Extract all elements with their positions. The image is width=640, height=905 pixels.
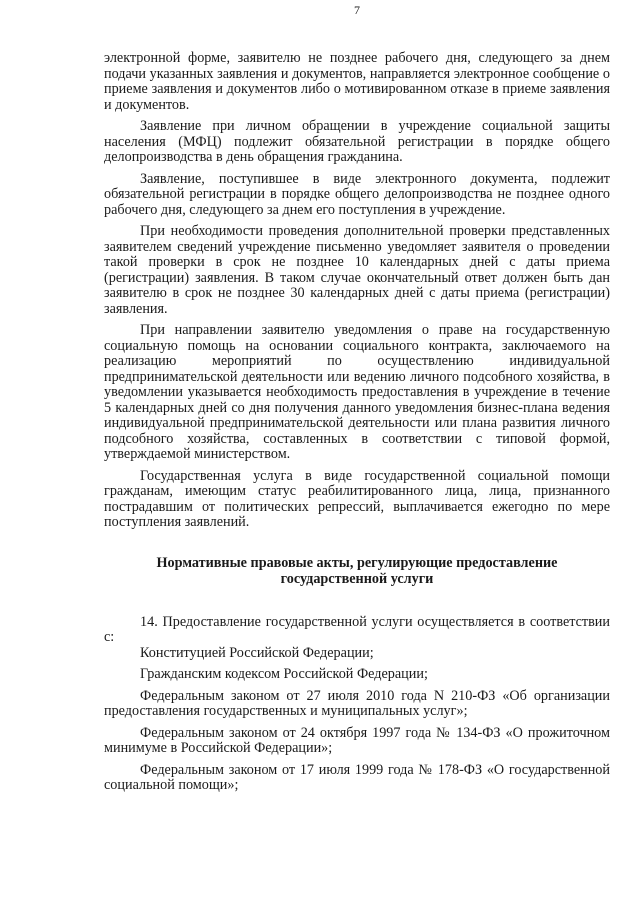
paragraph-additional-check: При необходимости проведения дополнительной проверки представленных заявителем сведений учреждение письменно уведомляет заявителя о проведении такой проверки в срок не позднее 10 календарных дней с даты приема (регистрации) заявления. В таком случае окончательный ответ должен быть дан заявителю в срок не позднее 30 календарных дней с даты приема (регистрации) заявления. xyxy=(104,223,610,317)
paragraph-social-contract: При направлении заявителю уведомления о праве на государственную социальную помощь на основании социального контракта, заключаемого на реализацию мероприятий по осуществлению индивидуальной предпринимательской деятельности или ведению личного подсобного хозяйства, в уведомлении указывается необходимость предоставления в учреждение в течение 5 календарных дней со дня получения данного уведомления бизнес-плана ведения индивидуальной предпринимательской деятельности или плана развития личного подсобного хозяйства, составленных в соответствии с типовой формой, утверждаемой министерством. xyxy=(104,322,610,462)
act-item-law-178: Федеральным законом от 17 июля 1999 года № 178-ФЗ «О государственной социальной помощи»; xyxy=(104,761,610,793)
act-item-civil-code: Гражданским кодексом Российской Федерации; xyxy=(140,666,428,682)
act-item-law-134: Федеральным законом от 24 октября 1997 года № 134-ФЗ «О прожиточном минимуме в Российской Федерации»; xyxy=(104,724,610,756)
paragraph-electronic-registration: Заявление, поступившее в виде электронного документа, подлежит обязательной регистрации в порядке общего делопроизводства не позднее одного рабочего дня, следующего за днем его поступления в учреждение. xyxy=(104,170,610,218)
page-number: 7 xyxy=(354,3,360,17)
paragraph-electronic-notice: электронной форме, заявителю не позднее рабочего дня, следующего за днем подачи указанных заявления и документов, направляется электронное сообщение о приеме заявления и документов либо о мотивированном отказе в приеме заявления и документов. xyxy=(104,50,610,113)
section-heading: Нормативные правовые акты, регулирующие предоставление государственной услуги xyxy=(156,554,558,587)
paragraph-personal-registration: Заявление при личном обращении в учреждение социальной защиты населения (МФЦ) подлежит обязательной регистрации в порядке общего делопроизводства в день обращения гражданина. xyxy=(104,118,610,165)
document-body xyxy=(104,51,610,794)
paragraph-rehabilitated-persons: Государственная услуга в виде государственной социальной помощи гражданам, имеющим статус реабилитированного лица, лица, признанного пострадавшим от политических репрессий, выплачивается ежегодно по мере поступления заявлений. xyxy=(104,467,610,530)
clause-14: 14. Предоставление государственной услуги осуществляется в соответствии с: xyxy=(104,613,610,645)
act-item-constitution: Конституцией Российской Федерации; xyxy=(140,644,374,661)
act-item-law-210: Федеральным законом от 27 июля 2010 года N 210-ФЗ «Об организации предоставления государственных и муниципальных услуг»; xyxy=(104,687,610,719)
